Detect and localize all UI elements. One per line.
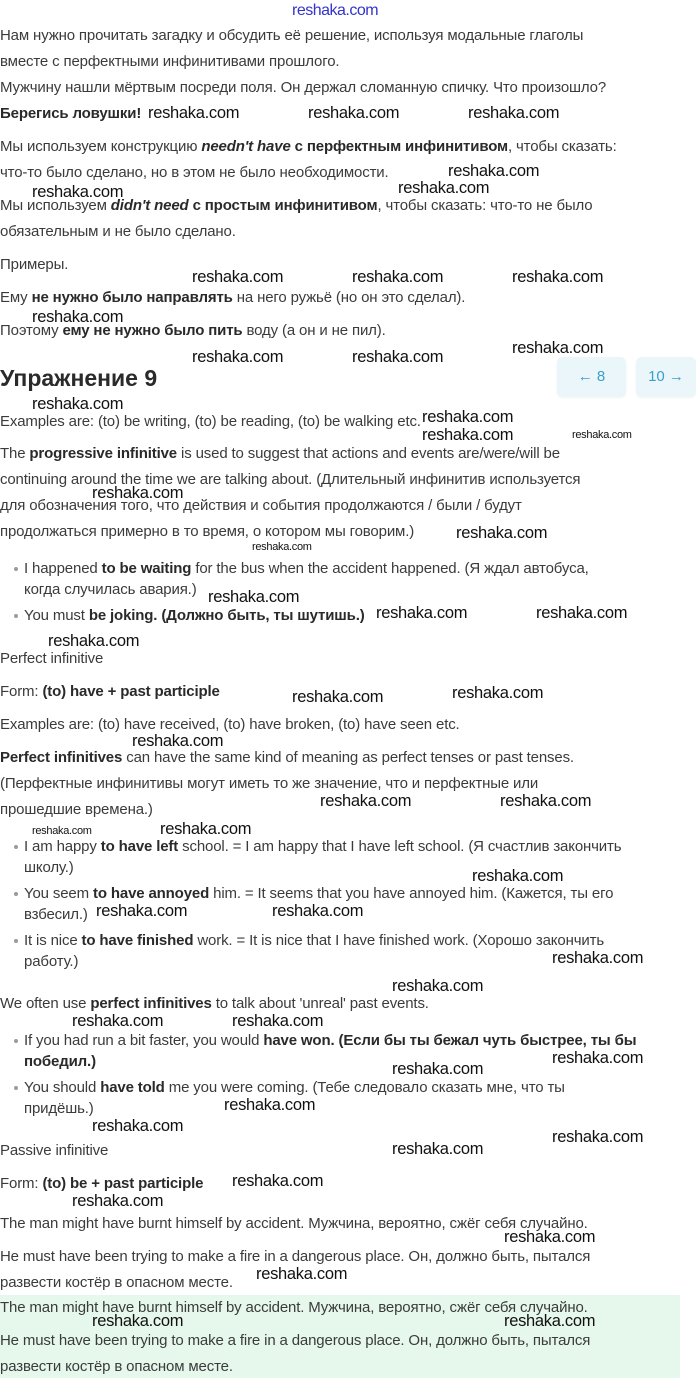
text-line [0,650,103,667]
text: We often use [0,995,91,1012]
watermark: reshaka.com [536,604,628,622]
watermark: reshaka.com [192,268,284,286]
text: for the bus when the accident happened. (Я ждал автобуса, [191,560,589,577]
text-line [0,1358,233,1375]
text-line [0,1215,588,1232]
watermark: reshaka.com [500,792,592,810]
bullet-icon [14,1039,18,1043]
text: It is nice [24,932,82,949]
bold-text: с перфектным инфинитивом [290,138,508,155]
watermark: reshaka.com [392,977,484,995]
watermark: reshaka.com [72,1192,164,1210]
text-line [24,581,197,598]
bullet-icon [14,939,18,943]
bullet-icon [14,892,18,896]
bullet-item [24,885,613,902]
bold-text: (to) have + past participle [42,683,220,700]
text: что-то было сделано, но в этом не было необходимости. [0,164,389,181]
bold-text: победил.) [24,1053,96,1070]
text-line [0,1248,590,1265]
watermark: reshaka.com [72,1012,164,1030]
watermark: reshaka.com [552,1128,644,1146]
bold-text: не нужно было направлять [31,289,233,306]
watermark: reshaka.com [468,104,560,122]
text-line [0,716,460,733]
watermark: reshaka.com [132,732,224,750]
text: You must [24,607,89,624]
text: is used to suggest that actions and events are/were/will be [177,445,560,462]
bold-text: have won. (Если бы ты бежал чуть быстрее, ты бы [263,1032,637,1049]
text: когда случилась авария.) [24,581,197,598]
watermark: reshaka.com [422,408,514,426]
text: прошедшие времена.) [0,801,153,818]
watermark: reshaka.com [392,1140,484,1158]
watermark: reshaka.com [392,1060,484,1078]
bold-text: (to) be + past participle [42,1175,204,1192]
watermark: reshaka.com [448,162,540,180]
text-line [0,1274,233,1291]
text-line [0,775,538,792]
watermark: reshaka.com [552,949,644,967]
text: на него ружьё (но он это сделал). [232,289,466,306]
text: The [0,445,30,462]
bold-text: needn't have [201,138,291,155]
text-line [0,995,429,1012]
watermark: reshaka.com [192,348,284,366]
text-line [0,105,141,122]
text: You seem [24,885,93,902]
watermark: reshaka.com [376,604,468,622]
watermark: reshaka.com [272,902,364,920]
bold-text: to be waiting [101,560,192,577]
text: Поэтому [0,322,63,339]
next-exercise-button[interactable]: 10 → [636,357,696,397]
watermark: reshaka.com [256,1265,348,1283]
bold-text: have told [100,1079,165,1096]
site-watermark: reshaka.com [292,2,379,19]
watermark: reshaka.com [456,524,548,542]
text: взбесил.) [24,906,88,923]
text: Нам нужно прочитать загадку и обсудить её решение, используя модальные глаголы [0,27,584,44]
bullet-item [24,607,365,624]
bullet-item [24,838,621,855]
bold-text: ему не нужно было пить [62,322,243,339]
bullet-icon [14,614,18,618]
watermark: reshaka.com [422,426,514,444]
text: He must have been trying to make a fire in a dangerous place. Он, должно быть, пытался [0,1248,591,1265]
watermark: reshaka.com [398,179,490,197]
bullet-item [24,560,589,577]
watermark: reshaka.com [452,684,544,702]
watermark: reshaka.com [512,268,604,286]
text: I happened [24,560,102,577]
text: Examples are: (to) be writing, (to) be reading, (to) be walking etc. [0,413,421,430]
text: Примеры. [0,256,69,273]
text: воду (а он и не пил). [242,322,386,339]
watermark: reshaka.com [320,792,412,810]
bullet-item [24,932,604,949]
text: The man might have burnt himself by accident. Мужчина, вероятно, сжёг себя случайно. [0,1215,588,1232]
bold-text: progressive infinitive [29,445,178,462]
text: I am happy [24,838,101,855]
watermark: reshaka.com [224,1096,316,1114]
watermark: reshaka.com [92,1117,184,1135]
text: продолжаться примерно в то время, о котором мы говорим.) [0,523,415,540]
watermark: reshaka.com [208,588,300,606]
bold-text: с простым инфинитивом [188,197,378,214]
text: , чтобы сказать: что-то не было [377,197,593,214]
text: to talk about 'unreal' past events. [211,995,429,1012]
watermark: reshaka.com [32,308,124,326]
text: школу.) [24,859,74,876]
text-line [24,906,88,923]
exercise-title: Упражнение 9 [0,365,158,391]
prev-exercise-button[interactable]: ← 8 [557,357,626,397]
watermark: reshaka.com [252,541,312,553]
text-line [24,1100,94,1117]
watermark: reshaka.com [92,1312,184,1330]
watermark: reshaka.com [504,1228,596,1246]
text-line [0,53,339,70]
text-line [24,1053,96,1070]
text: работу.) [24,953,79,970]
text-line [24,953,78,970]
text-line [0,801,153,818]
text-line [0,749,574,766]
text: He must have been trying to make a fire in a dangerous place. Он, должно быть, пытался [0,1332,591,1349]
text: Мы используем [0,197,111,214]
text: continuing around the time we are talking about. (Длительный инфинитив используется [0,471,581,488]
watermark: reshaka.com [232,1172,324,1190]
watermark: reshaka.com [352,348,444,366]
bold-text: to have finished [81,932,194,949]
text: развести костёр в опасном месте. [0,1358,233,1375]
watermark: reshaka.com [32,825,92,837]
text-line [0,138,617,155]
text-line [0,471,580,488]
text: Examples are: (to) have received, (to) have broken, (to) have seen etc. [0,716,460,733]
text: , чтобы сказать: [507,138,617,155]
watermark: reshaka.com [472,867,564,885]
watermark: reshaka.com [32,183,124,201]
text: Мужчину нашли мёртвым посреди поля. Он держал сломанную спичку. Что произошло? [0,79,607,96]
text-line [0,79,606,96]
watermark: reshaka.com [32,395,124,413]
watermark: reshaka.com [232,1012,324,1030]
text: You should [24,1079,101,1096]
text: Ему [0,289,32,306]
watermark: reshaka.com [552,1049,644,1067]
text: school. = I am happy that I have left school. (Я счастлив закончить [178,838,622,855]
bullet-icon [14,1086,18,1090]
bold-text: Perfect infinitives [0,749,123,766]
bullet-icon [14,845,18,849]
text-line [0,1175,203,1192]
text: (Перфектные инфинитивы могут иметь то же значение, что и перфектные или [0,775,539,792]
text-line [0,683,220,700]
text: work. = It is nice that I have finished work. (Хорошо закончить [193,932,604,949]
text: If you had run a bit faster, you would [24,1032,264,1049]
text-line [0,164,389,181]
text: me you were coming. (Тебе следовало сказать мне, что ты [164,1079,565,1096]
bold-text: to have left [100,838,179,855]
bold-text: to have annoyed [92,885,210,902]
text-line [0,497,522,514]
watermark: reshaka.com [504,1312,596,1330]
text: развести костёр в опасном месте. [0,1274,233,1291]
text: вместе с перфектными инфинитивами прошлого. [0,53,340,70]
watermark: reshaka.com [512,339,604,357]
watermark: reshaka.com [160,820,252,838]
text-line [0,1299,588,1316]
bold-text: perfect infinitives [90,995,212,1012]
text-line [0,523,414,540]
bullet-item [24,1079,565,1096]
text: для обозначения того, что действия и события продолжаются / были / будут [0,497,522,514]
text-line [0,27,583,44]
watermark: reshaka.com [292,688,384,706]
bold-text: be joking. (Должно быть, ты шутишь.) [88,607,365,624]
text: can have the same kind of meaning as perfect tenses or past tenses. [122,749,574,766]
watermark: reshaka.com [148,104,240,122]
bullet-item [24,1032,636,1049]
watermark: reshaka.com [352,268,444,286]
text-line [24,859,74,876]
text: обязательным и не было сделано. [0,223,236,240]
watermark: reshaka.com [96,902,188,920]
watermark: reshaka.com [48,632,140,650]
watermark: reshaka.com [572,429,632,441]
text: him. = It seems that you have annoyed him. (Кажется, ты его [209,885,614,902]
text: Form: [0,683,43,700]
watermark: reshaka.com [92,484,184,502]
text-line [0,256,68,273]
text-line [0,289,465,306]
text: The man might have burnt himself by accident. Мужчина, вероятно, сжёг себя случайно. [0,1299,588,1316]
text-line [0,1332,590,1349]
text-line [0,223,236,240]
bullet-icon [14,567,18,571]
text: Passive infinitive [0,1142,109,1159]
text: Form: [0,1175,43,1192]
text: придёшь.) [24,1100,94,1117]
watermark: reshaka.com [308,104,400,122]
bold-text: didn't need [110,197,189,214]
text-line [0,413,421,430]
text-line [0,1142,108,1159]
text-line [0,445,560,462]
text: Мы используем конструкцию [0,138,202,155]
text: Perfect infinitive [0,650,104,667]
bold-text: Берегись ловушки! [0,105,142,122]
